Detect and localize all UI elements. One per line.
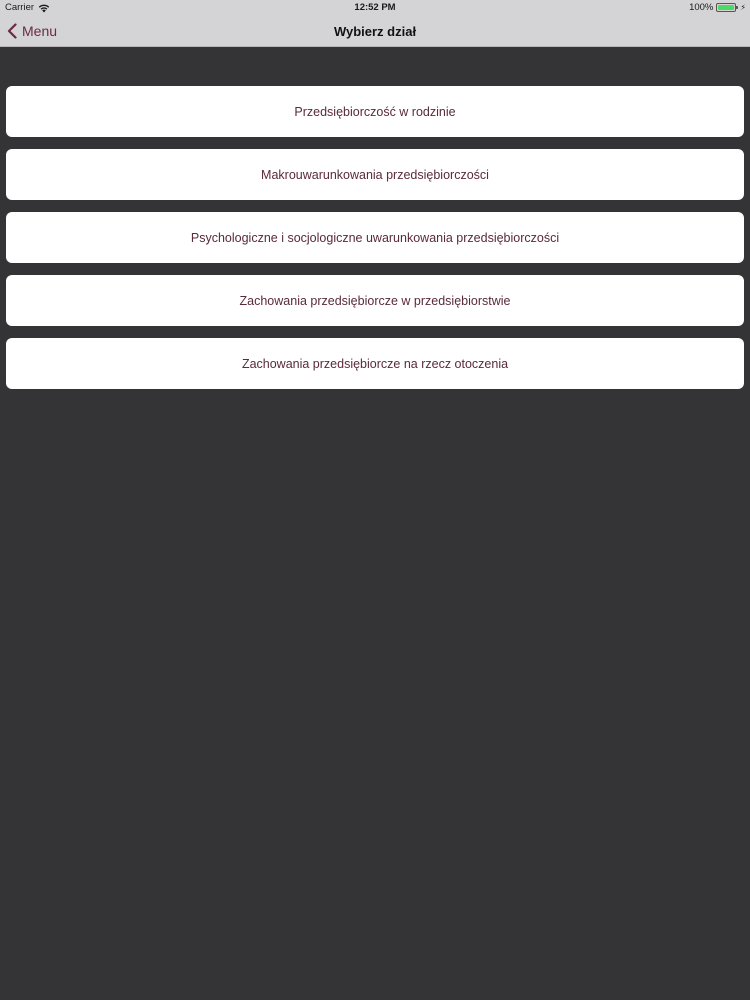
section-button-label: Zachowania przedsiębiorcze w przedsiębiorstwie	[239, 293, 511, 308]
status-time: 12:52 PM	[354, 2, 396, 13]
section-button-company-behaviour[interactable]	[6, 275, 744, 326]
section-button-label: Makrouwarunkowania przedsiębiorczości	[261, 167, 489, 182]
battery-icon	[716, 3, 736, 12]
battery-percent: 100%	[689, 2, 714, 13]
section-button-environment-behaviour[interactable]	[6, 338, 744, 389]
section-button-label: Przedsiębiorczość w rodzinie	[294, 104, 456, 119]
navigation-bar	[0, 16, 750, 47]
section-button-macro-conditions[interactable]	[6, 149, 744, 200]
page-title: Wybierz dział	[333, 24, 417, 39]
back-button-label: Menu	[22, 23, 58, 39]
section-button-psychological-conditions[interactable]	[6, 212, 744, 263]
carrier-label: Carrier	[5, 2, 35, 13]
section-list	[6, 86, 744, 401]
section-button-family-entrepreneurship[interactable]	[6, 86, 744, 137]
section-button-label: Psychologiczne i socjologiczne uwarunkowania przedsiębiorczości	[190, 230, 560, 245]
status-right	[689, 2, 746, 13]
section-button-label: Zachowania przedsiębiorcze na rzecz otoczenia	[241, 356, 509, 371]
battery-fill	[718, 5, 734, 10]
charging-icon: ⚡	[740, 3, 746, 12]
status-bar	[0, 0, 750, 16]
